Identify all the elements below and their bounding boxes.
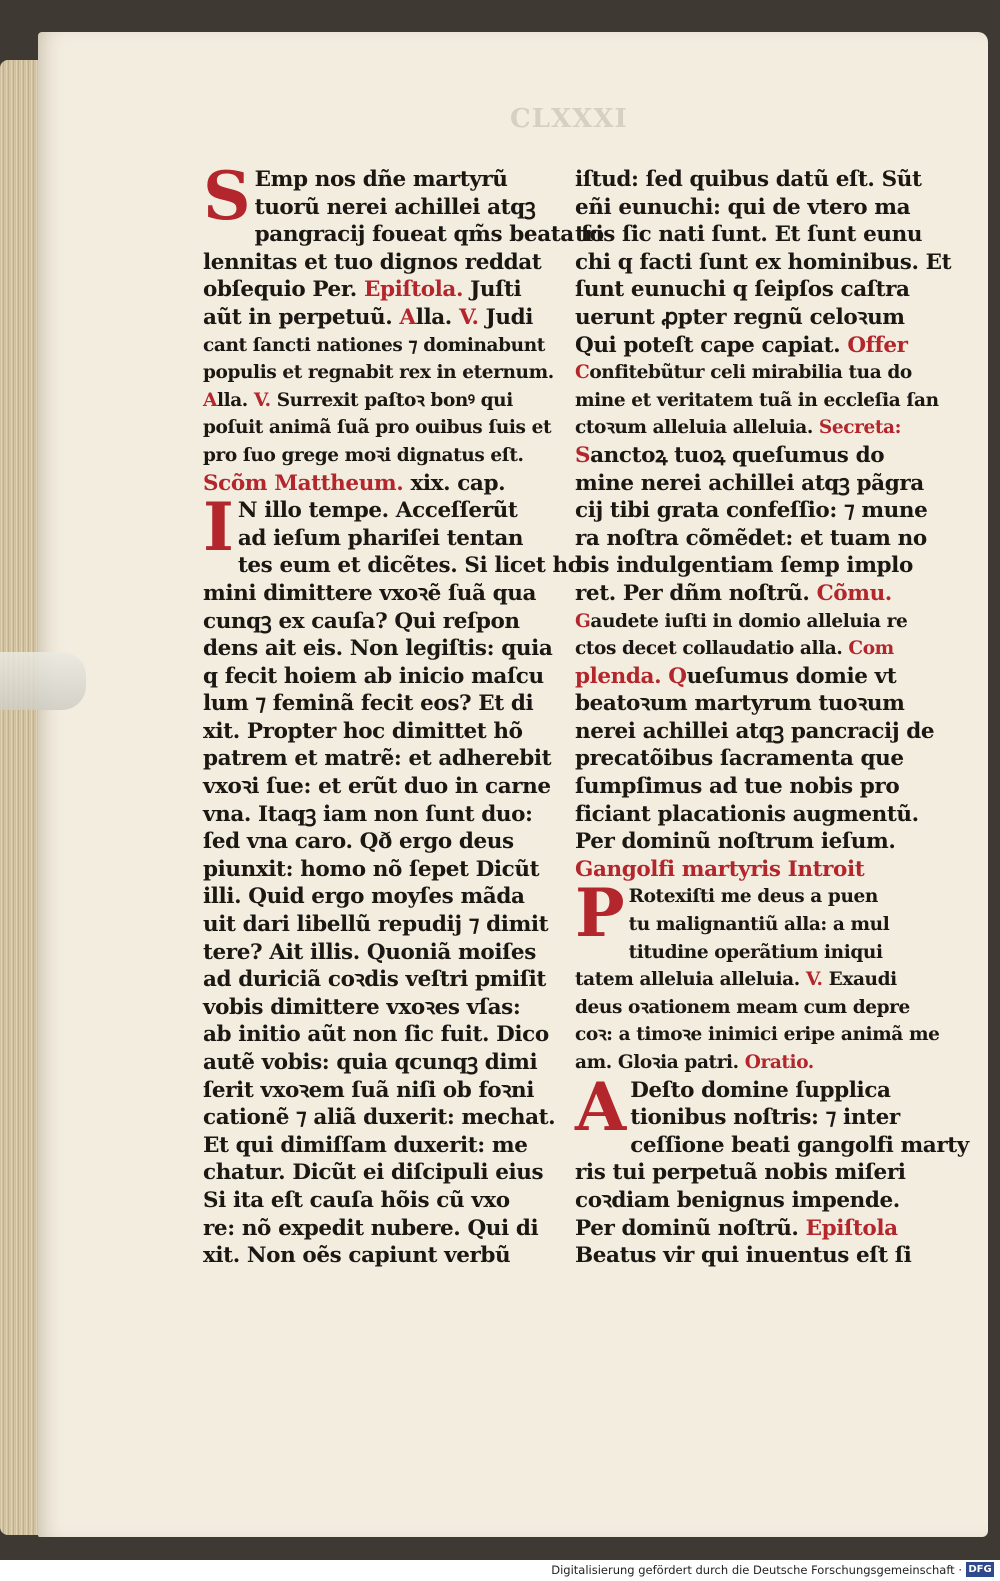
rubric-text: Q (668, 663, 687, 689)
text-line: q fecit hoiem ab inicio maſcu (203, 663, 544, 689)
rubric-text: C (575, 362, 590, 384)
body-text: am. Gloꝛia patri. (575, 1052, 745, 1073)
text-line: Per dominũ noſtrum ieſum. (575, 829, 896, 855)
rubric-text: plenda. (575, 663, 662, 689)
text-line: tere? Ait illis. Quoniã moiſes (203, 939, 536, 965)
text-line: nerei achillei atqꝫ pancracij de (575, 718, 935, 744)
initial-letter: S (203, 157, 251, 235)
text-line: illi. Quid ergo moyſes mãda (203, 884, 525, 910)
rubric-text: S (575, 442, 591, 468)
text-line: uerunt ꝓpter regnũ celoꝛum (575, 304, 905, 330)
text-line: Rotexiſti me deus a puen (628, 886, 878, 908)
text-line: ſumpſimus ad tue nobis pro (575, 774, 900, 800)
rubric-text: V. (458, 304, 479, 330)
text-line (575, 580, 925, 608)
rubric-text: Epiſtola. (363, 277, 464, 303)
text-line: chi q facti ſunt ex hominibus. Et (575, 249, 952, 275)
body-text: Judi (478, 304, 534, 330)
text-line: poſuit animã ſuã pro ouibus ſuis et (203, 417, 552, 439)
text-line: ab initio aũt non ſic fuit. Dico (203, 1022, 549, 1048)
rubric-text: G (575, 610, 591, 632)
text-line: cij tibi grata confeſſio: ⁊ mune (575, 498, 928, 524)
left-text-column (203, 157, 604, 1270)
text-line: tes eum et dicẽtes. Si licet ho (237, 553, 582, 579)
text-line: N illo tempe. Acceſſerũt (237, 498, 518, 524)
text-line: ficiant placationis augmentũ. (575, 801, 919, 827)
body-text: Per dominũ noſtrũ. (575, 1215, 806, 1241)
text-line (575, 635, 925, 663)
text-line: bis indulgentiam ſemp implo (575, 553, 913, 579)
text-line: piunxit: homo nõ ſepet Dicũt (203, 856, 540, 882)
text-line: vobis dimittere vxoꝛes vſas: (203, 994, 521, 1020)
text-line: chatur. Dicũt ei diſcipuli eius (203, 1160, 544, 1186)
rubric-text: A (203, 389, 217, 411)
text-line (575, 608, 925, 636)
text-line (575, 332, 925, 360)
body-text: xix. cap. (403, 470, 506, 496)
text-line: precatõibus ſacramenta que (575, 746, 904, 772)
right-text-column (575, 166, 969, 1270)
text-line: coꝛ: a timoꝛe inimici eripe animã me (575, 1024, 940, 1046)
text-line: populis et regnabit rex in eternum. (203, 362, 554, 384)
body-text: ueſumus domie vt (686, 663, 897, 689)
text-line: cunqꝫ ex cauſa? Qui reſpon (203, 608, 520, 634)
text-line (575, 1049, 925, 1077)
initial-letter: I (203, 488, 234, 567)
text-line (575, 359, 925, 387)
text-line: ſunt eunuchi q ſeipſos caſtra (575, 277, 910, 303)
body-text: onfitebũtur celi mirabilia tua do (589, 362, 912, 384)
text-line: Beatus vir qui inuentus eſt ſi (575, 1243, 912, 1269)
rubric-text: Oratio. (744, 1052, 814, 1073)
body-text: obſequio Per. (203, 277, 364, 303)
rubric-text: A (399, 304, 416, 330)
rubric-text: Offer (847, 332, 908, 358)
text-line: autẽ vobis: quia qcunqꝫ dimi (203, 1050, 538, 1075)
text-line (575, 966, 925, 994)
body-text: anctoꝝ tuoꝝ queſumus do (590, 442, 885, 468)
rubric-text: Epiſtola (805, 1215, 898, 1241)
text-line: Et qui dimiſſam duxerit: me (203, 1132, 528, 1158)
text-line: ra noſtra cõmẽdet: et tuam no (575, 525, 927, 551)
text-line (575, 856, 925, 884)
text-line: Deſto domine ſupplica (630, 1077, 891, 1103)
text-line: tuorũ nerei achillei atqꝫ (254, 194, 536, 220)
text-line: re: nõ expedit nubere. Qui di (203, 1215, 539, 1241)
text-line (575, 442, 925, 470)
text-line: vna. Itaqꝫ iam non ſunt duo: (203, 801, 533, 827)
text-line: uit dari libellũ repudij ⁊ dimit (203, 912, 549, 938)
page-edges (0, 60, 40, 1535)
initial-letter: P (575, 874, 625, 953)
rubric-text: Scõm Mattheum. (203, 470, 404, 496)
text-line: pangracij foueat qm̃s beata ſo (254, 222, 604, 248)
dfg-logo: DFG (966, 1562, 994, 1577)
text-line: Si ita eſt cauſa hõis cũ vxo (203, 1187, 510, 1213)
text-line: mine et veritatem tuã in eccleſia ſan (575, 389, 939, 411)
text-line: coꝛdiam benignus impende. (575, 1187, 900, 1213)
footer-bar (0, 1560, 1000, 1581)
text-line: tu malignantiũ alla: a mul (628, 914, 890, 936)
rubric-text: V. (253, 389, 271, 411)
rubric-text: Gangolfi martyris Introit (575, 856, 865, 882)
text-line: xit. Non oẽs capiunt verbũ (203, 1243, 511, 1269)
text-line: mine nerei achillei atqꝫ pãgra (575, 470, 924, 496)
rubric-text: Secreta: (818, 417, 901, 439)
body-text: lla. (415, 304, 459, 330)
text-line: deus oꝛationem meam cum depre (575, 996, 910, 1018)
text-line: tris ſic nati ſunt. Et ſunt eunu (575, 222, 923, 248)
text-line (203, 387, 553, 415)
text-line: cant ſancti nationes ⁊ dominabunt (203, 334, 545, 356)
text-line: ceſſione beati gangolfi marty (630, 1132, 969, 1158)
rubric-text: Cõmu. (816, 580, 892, 606)
text-line (575, 414, 925, 442)
text-line: patrem et matrẽ: et adherebit (203, 746, 552, 772)
body-text: audete iuſti in domio alleluia re (590, 610, 908, 632)
text-line (203, 470, 553, 498)
text-line: eñi eunuchi: qui de vtero ma (575, 194, 911, 220)
footer-credit: Digitalisierung gefördert durch die Deutsche Forschungsgemeinschaft · (551, 1563, 962, 1577)
text-line (575, 1215, 925, 1243)
text-line: Emp nos dñe martyrũ (254, 167, 508, 192)
body-text: lla. (216, 389, 254, 411)
text-line: ris tui perpetuã nobis miſeri (575, 1160, 906, 1186)
text-line: tionibus noſtris: ⁊ inter (630, 1105, 900, 1131)
body-text: Exaudi (822, 969, 897, 991)
body-text: tatem alleluia alleluia. (575, 969, 806, 991)
text-line: ſerit vxoꝛem ſuã niſi ob foꝛni (203, 1077, 535, 1103)
text-line: ſed vna caro. Qð ergo deus (203, 829, 514, 855)
initial-letter: A (575, 1067, 627, 1146)
folio-number: CLXXXI (510, 104, 628, 134)
body-text: ctos decet collaudatio alla. (575, 638, 849, 660)
body-text: Qui poteſt cape capiat. (575, 332, 848, 358)
text-line: lennitas et tuo dignos reddat (203, 249, 542, 275)
text-line: vxoꝛi ſue: et erũt duo in carne (203, 774, 551, 800)
text-line: beatoꝛum martyrum tuoꝛum (575, 691, 905, 717)
body-text: ctoꝛum alleluia alleluia. (575, 417, 819, 439)
text-line: ad ieſum phariſei tentan (237, 525, 524, 551)
rubric-text: V. (805, 969, 823, 991)
text-line: xit. Propter hoc dimittet hõ (203, 718, 523, 744)
text-line: dens ait eis. Non legiſtis: quia (203, 636, 553, 662)
body-text: Surrexit paſtoꝛ bonꝰ qui (270, 389, 513, 411)
text-line: lum ⁊ feminã fecit eos? Et di (203, 691, 534, 717)
text-line (575, 663, 925, 691)
body-text: ret. Per dñm noſtrũ. (575, 580, 817, 606)
text-line: cationẽ ⁊ aliã duxerit: mechat. (203, 1105, 556, 1131)
text-line: ad duriciã coꝛdis veſtri pmiſit (203, 967, 546, 993)
text-line: iſtud: ſed quibus datũ eſt. Sũt (575, 167, 922, 192)
text-line: pro ſuo grege moꝛi dignatus eſt. (203, 444, 524, 466)
text-line (203, 304, 553, 332)
text-line: mini dimittere vxoꝛẽ ſuã qua (203, 580, 537, 606)
text-line: titudine operãtium iniqui (628, 941, 883, 963)
rubric-text: Com (848, 638, 894, 660)
body-text: aũt in perpetuũ. (203, 304, 400, 330)
body-text: Juſti (463, 277, 522, 303)
text-line (203, 276, 553, 304)
page-clip (0, 652, 86, 710)
